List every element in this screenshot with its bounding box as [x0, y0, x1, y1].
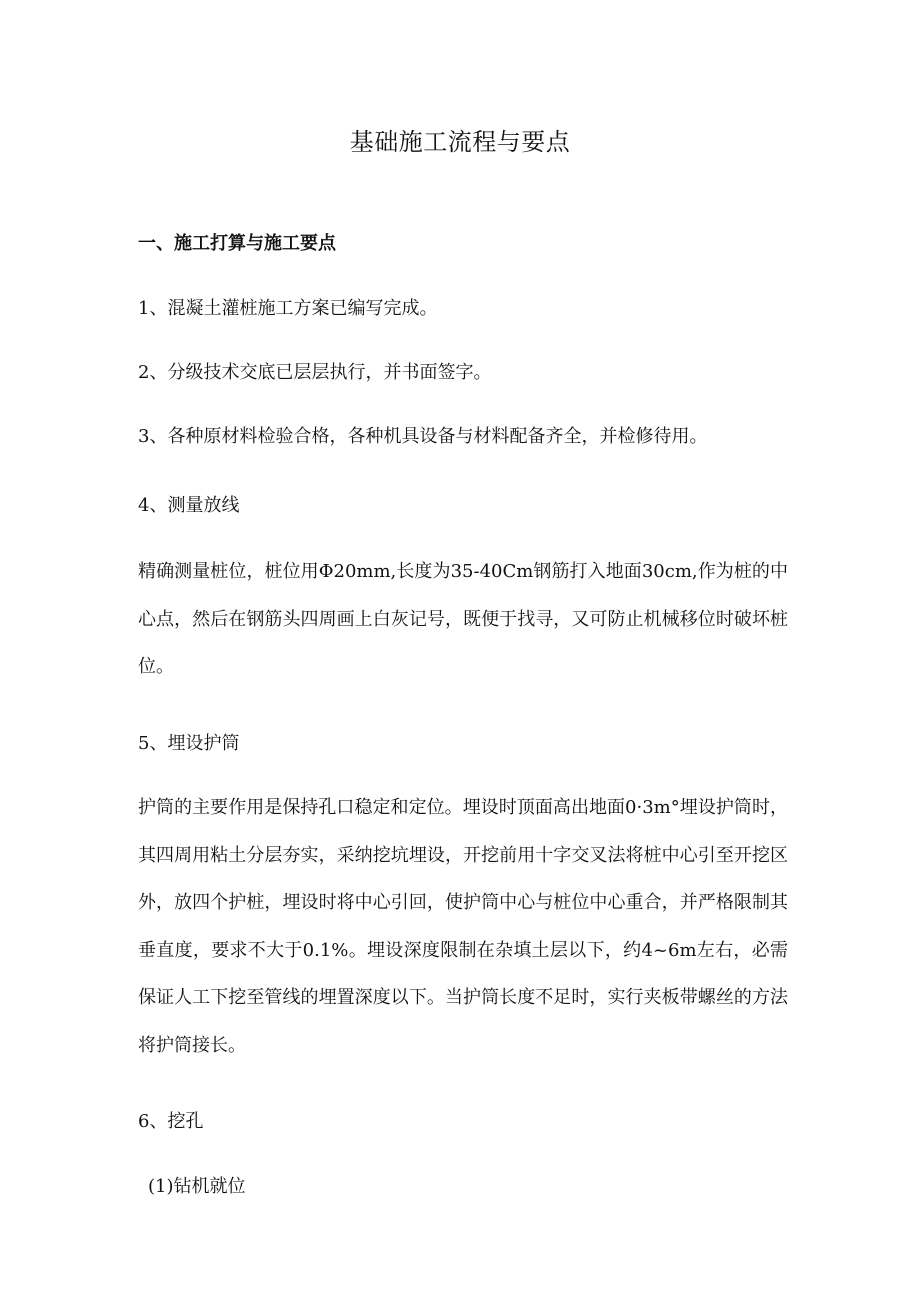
list-item-5: 5、埋设护筒	[138, 733, 240, 754]
list-item-6: 6、挖孔	[138, 1111, 204, 1132]
list-item-1: 1、混凝土灌桩施工方案已编写完成。	[138, 298, 438, 319]
casing-paragraph: 护筒的主要作用是保持孔口稳定和定位。埋设时顶面高出地面0·3m°埋设护筒时，其四周用粘土分层夯实，采纳挖坑埋设，开挖前用十字交叉法将桩中心引至开挖区外，放四个护桩，埋设时将中心引回，使护筒中心与桩位中心重合，并严格限制其垂直度，要求不大于0.1%。埋设深度限制在杂填土层以下，约4~6m左右，必需保证人工下挖至管线的埋置深度以下。当护筒长度不足时，实行夹板带螺丝的方法将护筒接长。	[138, 797, 788, 1056]
survey-paragraph: 精确测量桩位，桩位用Φ20mm,长度为35-40Cm钢筋打入地面30cm,作为桩的中心点，然后在钢筋头四周画上白灰记号，既便于找寻，又可防止机械移位时破坏桩位。	[138, 561, 788, 677]
list-item-2: 2、分级技术交底已层层执行，并书面签字。	[138, 362, 492, 383]
sub-item-drill-positioning: (1)钻机就位	[148, 1176, 246, 1197]
section-heading: 一、施工打算与施工要点	[138, 233, 336, 254]
document-title: 基础施工流程与要点	[349, 128, 571, 156]
list-item-3: 3、各种原材料检验合格，各种机具设备与材料配备齐全，并检修待用。	[138, 426, 708, 447]
list-item-4: 4、测量放线	[138, 495, 240, 516]
